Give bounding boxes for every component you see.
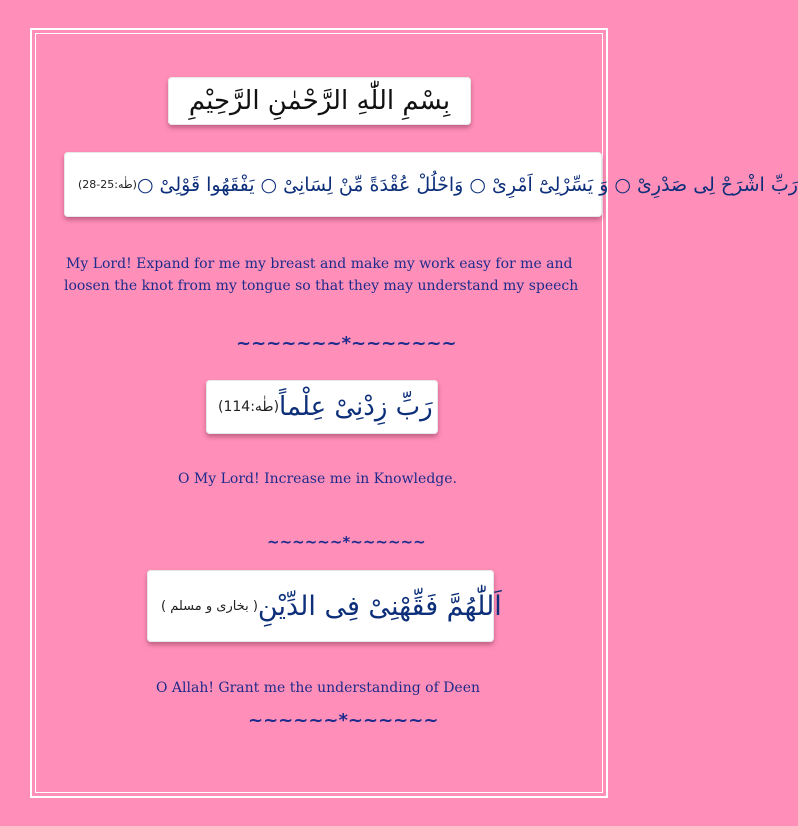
verse-arabic-text: رَبِّ اشْرَحْ لِی صَدْرِیْ ○ وَ یَسِّرْلِیْٓ اَمْرِیْ ○ وَاحْلُلْ عُقْدَةً مِّنْ لِسَانِیْ ○ یَفْقَهُوا قَوْلِیْ ○ [136,173,798,196]
verse-card-3 [147,570,502,642]
verse-card-2 [206,380,438,434]
verse-card-1 [64,152,798,217]
verse-translation-line: loosen the knot from my tongue so that they may understand my speech [64,278,579,294]
section-divider: ~~~~~~~*~~~~~~~ [236,333,457,354]
verse-translation-line: O My Lord! Increase me in Knowledge. [178,471,457,487]
verse-arabic-text: اَللّٰهُمَّ فَقِّهْنِیْ فِی الدِّیْنِ [257,590,502,622]
bismillah-card [168,77,471,125]
verse-reference: ( بخاری و مسلم ) [161,598,258,614]
verse-translation-line: O Allah! Grant me the understanding of Deen [156,680,481,696]
section-divider: ~~~~~~*~~~~~~ [267,533,426,551]
bismillah-calligraphy: بِسْمِ اللّٰهِ الرَّحْمٰنِ الرَّحِيْمِ [188,86,451,116]
verse-translation-line: My Lord! Expand for me my breast and make my work easy for me and [66,256,573,272]
verse-reference: (طٰه:114) [218,399,280,415]
section-divider: ~~~~~~*~~~~~~ [248,710,439,731]
verse-arabic-text: رَبِّ زِدْنِیْ عِلْماً [279,392,433,422]
verse-reference: (طٰه:25-28) [78,178,137,191]
